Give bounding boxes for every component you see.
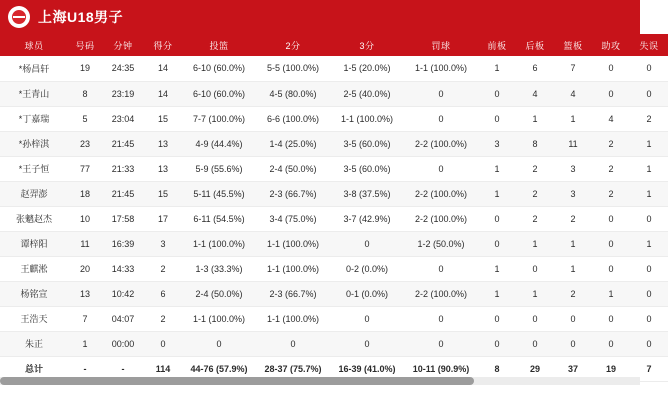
- cell-number: 8: [68, 81, 102, 106]
- cell-minutes: 17:58: [102, 206, 144, 231]
- cell-tov: 1: [630, 131, 668, 156]
- cell-tov: 1: [630, 156, 668, 181]
- cell-reb: 1: [554, 256, 592, 281]
- col-header-three-pt[interactable]: 3分: [330, 34, 404, 56]
- cell-oreb: 0: [478, 306, 516, 331]
- cell-minutes: 14:33: [102, 256, 144, 281]
- cell-fg: 6-10 (60.0%): [182, 81, 256, 106]
- cell-dreb: 4: [516, 81, 554, 106]
- col-header-points[interactable]: 得分: [144, 34, 182, 56]
- cell-reb: 3: [554, 181, 592, 206]
- cell-oreb: 0: [478, 106, 516, 131]
- cell-ft: 0: [404, 106, 478, 131]
- cell-dreb: 2: [516, 206, 554, 231]
- cell-dreb: 1: [516, 281, 554, 306]
- cell-dreb: 1: [516, 231, 554, 256]
- total-cell-minutes: -: [102, 356, 144, 381]
- total-cell-ft: 10-11 (90.9%): [404, 356, 478, 381]
- total-cell-three_pt: 16-39 (41.0%): [330, 356, 404, 381]
- cell-reb: 2: [554, 281, 592, 306]
- col-header-player[interactable]: 球员: [0, 34, 68, 56]
- cell-ast: 1: [592, 281, 630, 306]
- cell-three_pt: 2-5 (40.0%): [330, 81, 404, 106]
- cell-ft: 1-2 (50.0%): [404, 231, 478, 256]
- cell-oreb: 1: [478, 56, 516, 81]
- cell-ft: 2-2 (100.0%): [404, 281, 478, 306]
- cell-number: 13: [68, 281, 102, 306]
- cell-ft: 2-2 (100.0%): [404, 206, 478, 231]
- cell-minutes: 21:45: [102, 181, 144, 206]
- cell-number: 1: [68, 331, 102, 356]
- cell-points: 2: [144, 256, 182, 281]
- col-header-dreb[interactable]: 后板: [516, 34, 554, 56]
- table-row[interactable]: [0, 306, 668, 331]
- cell-ast: 2: [592, 131, 630, 156]
- cell-oreb: 1: [478, 256, 516, 281]
- col-header-ast[interactable]: 助攻: [592, 34, 630, 56]
- cell-dreb: 0: [516, 256, 554, 281]
- cell-number: 10: [68, 206, 102, 231]
- cell-player: *王青山: [0, 81, 68, 106]
- cell-points: 13: [144, 156, 182, 181]
- cell-dreb: 2: [516, 156, 554, 181]
- cell-ast: 0: [592, 331, 630, 356]
- table-row[interactable]: [0, 131, 668, 156]
- cell-oreb: 0: [478, 231, 516, 256]
- total-cell-tov: 7: [630, 356, 668, 381]
- cell-player: 张魑赵杰: [0, 206, 68, 231]
- cell-ft: 0: [404, 156, 478, 181]
- cell-player: 谭梓阳: [0, 231, 68, 256]
- col-header-two-pt[interactable]: 2分: [256, 34, 330, 56]
- cell-player: *杨昌轩: [0, 56, 68, 81]
- cell-reb: 0: [554, 331, 592, 356]
- cell-dreb: 2: [516, 181, 554, 206]
- cell-points: 15: [144, 106, 182, 131]
- table-row[interactable]: [0, 156, 668, 181]
- cell-number: 19: [68, 56, 102, 81]
- cell-ft: 0: [404, 331, 478, 356]
- cell-points: 13: [144, 131, 182, 156]
- cell-ast: 0: [592, 306, 630, 331]
- cell-ft: 0: [404, 81, 478, 106]
- cell-reb: 11: [554, 131, 592, 156]
- cell-dreb: 8: [516, 131, 554, 156]
- team-header: [0, 0, 640, 34]
- cell-ast: 0: [592, 206, 630, 231]
- cell-minutes: 16:39: [102, 231, 144, 256]
- cell-minutes: 21:45: [102, 131, 144, 156]
- cell-oreb: 3: [478, 131, 516, 156]
- cell-fg: 5-9 (55.6%): [182, 156, 256, 181]
- cell-ast: 0: [592, 56, 630, 81]
- cell-fg: 1-1 (100.0%): [182, 231, 256, 256]
- table-row[interactable]: [0, 231, 668, 256]
- cell-tov: 1: [630, 181, 668, 206]
- cell-player: 赵羿澎: [0, 181, 68, 206]
- col-header-ft[interactable]: 罚球: [404, 34, 478, 56]
- table-row[interactable]: [0, 281, 668, 306]
- cell-number: 7: [68, 306, 102, 331]
- cell-dreb: 6: [516, 56, 554, 81]
- total-cell-player: 总计: [0, 356, 68, 381]
- cell-ft: 2-2 (100.0%): [404, 131, 478, 156]
- total-cell-oreb: 8: [478, 356, 516, 381]
- total-cell-ast: 19: [592, 356, 630, 381]
- cell-reb: 2: [554, 206, 592, 231]
- cell-two_pt: 4-5 (80.0%): [256, 81, 330, 106]
- cell-points: 3: [144, 231, 182, 256]
- cell-three_pt: 3-5 (60.0%): [330, 131, 404, 156]
- cell-number: 20: [68, 256, 102, 281]
- cell-points: 14: [144, 56, 182, 81]
- cell-oreb: 1: [478, 281, 516, 306]
- cell-tov: 0: [630, 256, 668, 281]
- cell-minutes: 24:35: [102, 56, 144, 81]
- cell-number: 5: [68, 106, 102, 131]
- cell-ast: 0: [592, 231, 630, 256]
- player-stats-table: [0, 34, 668, 382]
- cell-number: 18: [68, 181, 102, 206]
- cell-oreb: 1: [478, 181, 516, 206]
- cell-tov: 0: [630, 56, 668, 81]
- cell-three_pt: 0-2 (0.0%): [330, 256, 404, 281]
- cell-two_pt: 1-1 (100.0%): [256, 256, 330, 281]
- cell-three_pt: 0: [330, 331, 404, 356]
- cell-three_pt: 0: [330, 306, 404, 331]
- cell-player: 杨铭宣: [0, 281, 68, 306]
- cell-number: 77: [68, 156, 102, 181]
- table-header-row: [0, 34, 668, 56]
- cell-ast: 0: [592, 81, 630, 106]
- cell-number: 23: [68, 131, 102, 156]
- cell-number: 11: [68, 231, 102, 256]
- cell-points: 6: [144, 281, 182, 306]
- table-row[interactable]: [0, 331, 668, 356]
- cell-player: *孙梓淇: [0, 131, 68, 156]
- cell-points: 0: [144, 331, 182, 356]
- col-header-oreb[interactable]: 前板: [478, 34, 516, 56]
- cell-fg: 1-1 (100.0%): [182, 306, 256, 331]
- cell-dreb: 0: [516, 331, 554, 356]
- col-header-tov[interactable]: 失误: [630, 34, 668, 56]
- total-cell-fg: 44-76 (57.9%): [182, 356, 256, 381]
- cell-two_pt: 2-4 (50.0%): [256, 156, 330, 181]
- cell-ft: 0: [404, 306, 478, 331]
- cell-dreb: 0: [516, 306, 554, 331]
- cell-three_pt: 3-5 (60.0%): [330, 156, 404, 181]
- cell-reb: 7: [554, 56, 592, 81]
- cell-ast: 0: [592, 256, 630, 281]
- cell-oreb: 0: [478, 331, 516, 356]
- team-badge-icon: [8, 6, 30, 28]
- cell-ft: 2-2 (100.0%): [404, 181, 478, 206]
- cell-ft: 1-1 (100.0%): [404, 56, 478, 81]
- total-cell-reb: 37: [554, 356, 592, 381]
- cell-tov: 0: [630, 281, 668, 306]
- cell-ast: 2: [592, 156, 630, 181]
- total-cell-points: 114: [144, 356, 182, 381]
- cell-two_pt: 6-6 (100.0%): [256, 106, 330, 131]
- cell-reb: 1: [554, 106, 592, 131]
- cell-tov: 1: [630, 231, 668, 256]
- cell-player: *王子恒: [0, 156, 68, 181]
- cell-three_pt: 0: [330, 231, 404, 256]
- table-row[interactable]: [0, 256, 668, 281]
- cell-tov: 0: [630, 306, 668, 331]
- horizontal-scrollbar[interactable]: [0, 377, 640, 385]
- cell-fg: 4-9 (44.4%): [182, 131, 256, 156]
- cell-points: 15: [144, 181, 182, 206]
- cell-minutes: 00:00: [102, 331, 144, 356]
- col-header-reb[interactable]: 篮板: [554, 34, 592, 56]
- cell-ft: 0: [404, 256, 478, 281]
- cell-points: 2: [144, 306, 182, 331]
- cell-fg: 7-7 (100.0%): [182, 106, 256, 131]
- cell-two_pt: 2-3 (66.7%): [256, 181, 330, 206]
- team-name: 上海U18男子: [38, 9, 124, 25]
- cell-points: 17: [144, 206, 182, 231]
- cell-reb: 4: [554, 81, 592, 106]
- cell-minutes: 04:07: [102, 306, 144, 331]
- cell-two_pt: 2-3 (66.7%): [256, 281, 330, 306]
- cell-fg: 1-3 (33.3%): [182, 256, 256, 281]
- cell-two_pt: 0: [256, 331, 330, 356]
- cell-tov: 2: [630, 106, 668, 131]
- cell-oreb: 0: [478, 206, 516, 231]
- cell-minutes: 21:33: [102, 156, 144, 181]
- cell-fg: 6-10 (60.0%): [182, 56, 256, 81]
- scrollbar-thumb[interactable]: [0, 377, 474, 385]
- cell-fg: 6-11 (54.5%): [182, 206, 256, 231]
- cell-player: 王浩天: [0, 306, 68, 331]
- cell-fg: 2-4 (50.0%): [182, 281, 256, 306]
- table-row[interactable]: [0, 56, 668, 81]
- cell-fg: 5-11 (45.5%): [182, 181, 256, 206]
- col-header-number[interactable]: 号码: [68, 34, 102, 56]
- cell-tov: 0: [630, 331, 668, 356]
- cell-oreb: 0: [478, 81, 516, 106]
- cell-reb: 3: [554, 156, 592, 181]
- cell-player: 王麒淞: [0, 256, 68, 281]
- cell-player: 朱正: [0, 331, 68, 356]
- table-row[interactable]: [0, 206, 668, 231]
- table-row[interactable]: [0, 106, 668, 131]
- cell-reb: 0: [554, 306, 592, 331]
- cell-two_pt: 5-5 (100.0%): [256, 56, 330, 81]
- col-header-fg[interactable]: 投篮: [182, 34, 256, 56]
- cell-dreb: 1: [516, 106, 554, 131]
- cell-minutes: 10:42: [102, 281, 144, 306]
- cell-ast: 4: [592, 106, 630, 131]
- cell-three_pt: 1-1 (100.0%): [330, 106, 404, 131]
- cell-two_pt: 1-1 (100.0%): [256, 306, 330, 331]
- cell-tov: 0: [630, 206, 668, 231]
- cell-oreb: 1: [478, 156, 516, 181]
- cell-reb: 1: [554, 231, 592, 256]
- total-cell-two_pt: 28-37 (75.7%): [256, 356, 330, 381]
- cell-two_pt: 3-4 (75.0%): [256, 206, 330, 231]
- cell-two_pt: 1-4 (25.0%): [256, 131, 330, 156]
- total-cell-dreb: 29: [516, 356, 554, 381]
- cell-ast: 2: [592, 181, 630, 206]
- cell-player: *丁嘉瑞: [0, 106, 68, 131]
- col-header-minutes[interactable]: 分钟: [102, 34, 144, 56]
- cell-tov: 0: [630, 81, 668, 106]
- cell-points: 14: [144, 81, 182, 106]
- table-row[interactable]: [0, 181, 668, 206]
- table-row[interactable]: [0, 81, 668, 106]
- cell-fg: 0: [182, 331, 256, 356]
- cell-two_pt: 1-1 (100.0%): [256, 231, 330, 256]
- cell-three_pt: 0-1 (0.0%): [330, 281, 404, 306]
- total-cell-number: -: [68, 356, 102, 381]
- cell-minutes: 23:19: [102, 81, 144, 106]
- cell-three_pt: 3-8 (37.5%): [330, 181, 404, 206]
- cell-minutes: 23:04: [102, 106, 144, 131]
- cell-three_pt: 3-7 (42.9%): [330, 206, 404, 231]
- cell-three_pt: 1-5 (20.0%): [330, 56, 404, 81]
